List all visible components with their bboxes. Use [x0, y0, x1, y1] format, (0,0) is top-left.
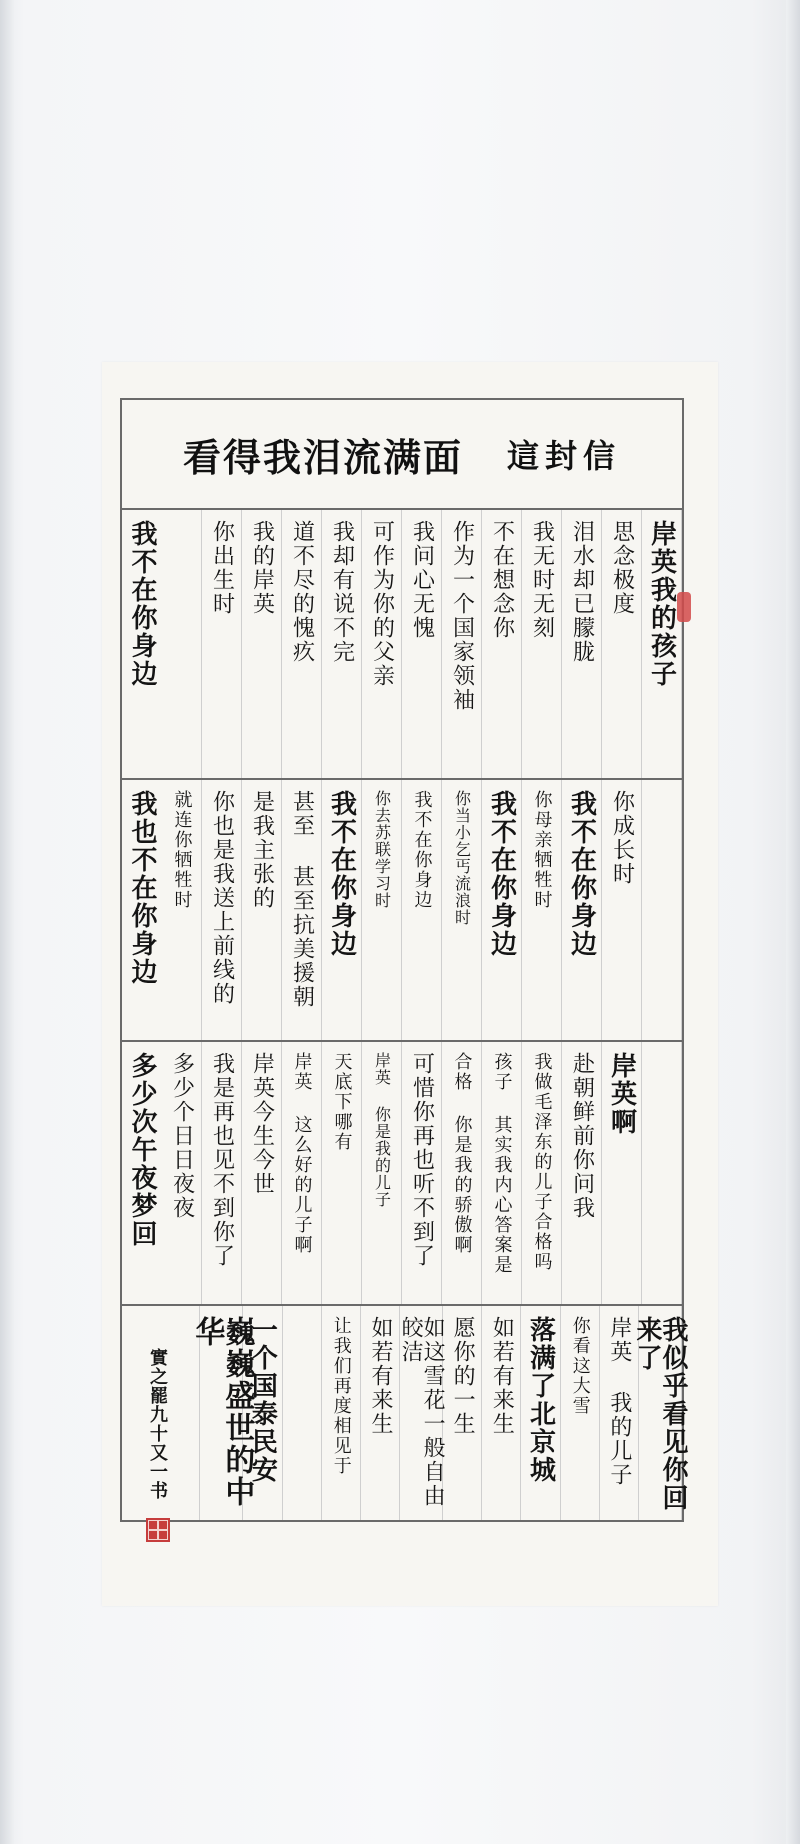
- verse-line: 泪水却已朦胧: [569, 520, 595, 664]
- verse-line: 你母亲牺牲时: [531, 790, 553, 910]
- verse-column: [522, 510, 562, 778]
- verse-column: [402, 510, 442, 778]
- verse-column: [562, 510, 602, 778]
- verse-line: 如这雪花一般自由皎洁: [398, 1316, 446, 1508]
- verse-column: [202, 510, 242, 778]
- verse-column: [361, 1306, 400, 1520]
- verse-line: 多少个日日夜夜: [169, 1052, 195, 1220]
- verse-line: 赴朝鲜前你问我: [569, 1052, 595, 1220]
- verse-column: [482, 1306, 521, 1520]
- scroll-edge-left: [0, 0, 14, 1844]
- verse-column: [322, 510, 362, 778]
- verse-line: 多少次午夜梦回: [127, 1052, 158, 1248]
- verse-column: [522, 1042, 562, 1304]
- verse-column: [282, 780, 322, 1040]
- verse-column: [189, 1306, 255, 1520]
- verse-line: 我问心无愧: [409, 520, 435, 640]
- verse-line: 你去苏联学习时: [372, 790, 392, 909]
- verse-line: 你成长时: [609, 790, 635, 886]
- verse-column: [602, 780, 642, 1040]
- verse-line: 岸英 我的儿子: [606, 1316, 632, 1487]
- verse-line: 你也是我送上前线的: [209, 790, 235, 1006]
- verse-line: 我却有说不完: [329, 520, 355, 664]
- verse-column: [322, 1042, 362, 1304]
- verse-line: 岸英 这么好的儿子啊: [291, 1052, 313, 1255]
- verse-line: 岸英啊: [606, 1052, 637, 1136]
- verse-column: [202, 1042, 242, 1304]
- verse-line: 天底下哪有: [331, 1052, 353, 1152]
- verse-column: [322, 1306, 361, 1520]
- verse-column: [602, 510, 642, 778]
- verse-column: [242, 510, 282, 778]
- title-row: [122, 400, 682, 510]
- verse-line: 我不在你身边: [326, 790, 357, 958]
- verse-line: 巍巍盛世的中华: [189, 1316, 255, 1508]
- verse-line: 我做毛泽东的儿子合格吗: [531, 1052, 553, 1272]
- verse-block-2: [122, 780, 682, 1042]
- verse-column: [242, 780, 282, 1040]
- verse-column: [602, 1042, 642, 1304]
- verse-column: [442, 510, 482, 778]
- verse-column: [122, 1042, 162, 1304]
- verse-line: 可惜你再也听不到了: [409, 1052, 435, 1268]
- verse-line: 你看这大雪: [569, 1316, 591, 1416]
- verse-column: [442, 1042, 482, 1304]
- verse-column: [122, 510, 162, 778]
- red-seal-bottom: [146, 1518, 170, 1542]
- verse-column: [642, 780, 682, 1040]
- verse-line: 你当小乞丐流浪时: [452, 790, 472, 926]
- verse-line: 作为一个国家领袖: [449, 520, 475, 712]
- red-seal-top: [677, 592, 691, 622]
- verse-line: 岸英 你是我的儿子: [372, 1052, 392, 1208]
- verse-line: 岸英我的孩子: [646, 520, 677, 688]
- verse-column: [561, 1306, 600, 1520]
- verse-column: [122, 780, 162, 1040]
- verse-column: [282, 510, 322, 778]
- verse-column: [282, 1042, 322, 1304]
- verse-column: [482, 780, 522, 1040]
- verse-column: [398, 1306, 446, 1520]
- verse-line: 我是再也见不到你了: [209, 1052, 235, 1268]
- verse-column: [283, 1306, 322, 1520]
- verse-column: [242, 1042, 282, 1304]
- verse-column: [362, 510, 402, 778]
- verse-line: 我无时无刻: [529, 520, 555, 640]
- verse-column: [521, 1306, 560, 1520]
- verse-column: [522, 780, 562, 1040]
- verse-column: [322, 780, 362, 1040]
- verse-line: 我的岸英: [249, 520, 275, 616]
- title-main: 看得我泪流满面: [182, 434, 463, 480]
- calligraphy-sheet: [102, 362, 718, 1606]
- verse-block-4: [122, 1306, 688, 1520]
- verse-line: 我不在你身边: [127, 520, 158, 688]
- signature: 實之罷九十又一书: [147, 1348, 168, 1500]
- verse-column: [362, 1042, 402, 1304]
- verse-line: 就连你牺牲时: [171, 790, 193, 910]
- verse-line: 不在想念你: [489, 520, 515, 640]
- verse-line: 愿你的一生: [450, 1316, 476, 1436]
- verse-line: 可作为你的父亲: [369, 520, 395, 688]
- verse-line: 孩子 其实我内心答案是: [491, 1052, 513, 1275]
- verse-column: [482, 510, 522, 778]
- verse-column: [362, 780, 402, 1040]
- verse-line: 岸英今生今世: [249, 1052, 275, 1196]
- verse-column: [402, 1042, 442, 1304]
- verse-column: [562, 1042, 602, 1304]
- verse-column: [202, 780, 242, 1040]
- verse-line: 落满了北京城: [525, 1316, 556, 1484]
- verse-column: [402, 780, 442, 1040]
- verse-block-3: [122, 1042, 682, 1306]
- verse-line: 道不尽的愧疚: [289, 520, 315, 664]
- verse-column: [162, 780, 202, 1040]
- verse-column: [443, 1306, 482, 1520]
- verse-column: [642, 1042, 682, 1304]
- verse-line: 我也不在你身边: [127, 790, 158, 986]
- verse-line: 让我们再度相见于: [330, 1316, 352, 1476]
- verse-line: 如若有来生: [367, 1316, 393, 1436]
- verse-column: [442, 780, 482, 1040]
- verse-line: 是我主张的: [249, 790, 275, 910]
- verse-line: 我似乎看见你回来了: [632, 1316, 688, 1512]
- verse-line: 一个国泰民安: [247, 1316, 278, 1484]
- verse-column: [243, 1306, 282, 1520]
- verse-line: 甚至 甚至抗美援朝: [289, 790, 315, 1009]
- verse-column: [642, 510, 682, 778]
- verse-line: 你出生时: [209, 520, 235, 616]
- verse-column: [632, 1306, 688, 1520]
- verse-line: 我不在你身边: [411, 790, 433, 910]
- verse-column: [162, 1042, 202, 1304]
- verse-column: [162, 510, 202, 778]
- verse-line: 如若有来生: [489, 1316, 515, 1436]
- verse-line: 我不在你身边: [486, 790, 517, 958]
- verse-line: 思念极度: [609, 520, 635, 616]
- verse-line: 合格 你是我的骄傲啊: [451, 1052, 473, 1255]
- verse-line: 我不在你身边: [566, 790, 597, 958]
- title-side: 這封信: [507, 437, 622, 475]
- verse-column: [482, 1042, 522, 1304]
- verse-column: [562, 780, 602, 1040]
- verse-block-1: [122, 510, 682, 780]
- calligraphy-frame: [120, 398, 688, 1522]
- scroll-edge-right: [786, 0, 800, 1844]
